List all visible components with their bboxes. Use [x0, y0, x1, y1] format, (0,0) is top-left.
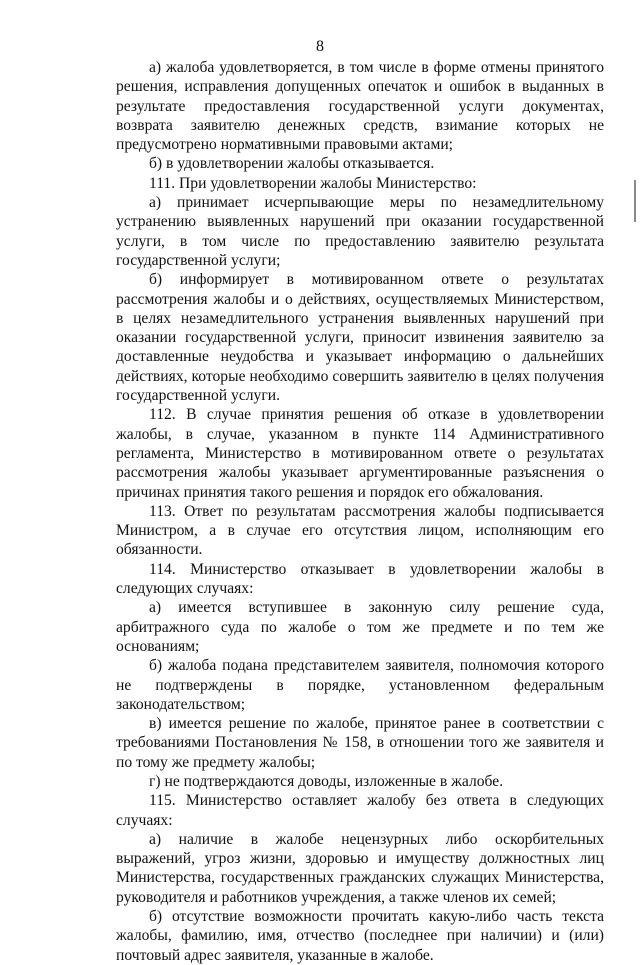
paragraph-115-a: а) наличие в жалобе нецензурных либо оскорбительных выражений, угроз жизни, здоровью и имуществу должностных лиц Министерства, государственных гражданских служащих Министерства, руководителя и работников учреждения, а также членов их семей; [116, 830, 604, 906]
paragraph-114-a: а) имеется вступившее в законную силу решение суда, арбитражного суда по жалобе о том же предмете и по тем же основаниям; [116, 599, 604, 655]
scan-edge-mark [634, 180, 636, 222]
document-body [116, 58, 604, 965]
paragraph-114-v: в) имеется решение по жалобе, принятое ранее в соответствии с требованиями Постановления № 158, в отношении того же заявителя и по тому же предмету жалобы; [116, 715, 604, 771]
paragraph-outcome-a: а) жалоба удовлетворяется, в том числе в форме отмены принятого решения, исправления допущенных опечаток и ошибок в выданных в результате предоставления государственной услуги документах, возврата заявителю денежных средств, взимание которых не предусмотрено нормативными правовыми актами; [116, 59, 604, 154]
paragraph-114: 114. Министерство отказывает в удовлетворении жалобы в следующих случаях: [116, 560, 604, 598]
paragraph-111-a: а) принимает исчерпывающие меры по незамедлительному устранению выявленных нарушений при оказании государственной услуги, в том числе по предоставлению заявителю результата государственной услуги; [116, 194, 604, 269]
paragraph-outcome-b: б) в удовлетворении жалобы отказывается. [149, 155, 435, 173]
paragraph-114-g: г) не подтверждаются доводы, изложенные в жалобе. [149, 772, 504, 790]
page-number: 8 [316, 38, 324, 55]
paragraph-114-b: б) жалоба подана представителем заявителя, полномочия которого не подтверждены в порядке, установленном федеральным законодательством; [116, 657, 604, 713]
paragraph-115-b: б) отсутствие возможности прочитать какую-либо часть текста жалобы, фамилию, имя, отчество (последнее при наличии) и (или) почтовый адрес заявителя, указанные в жалобе. [116, 908, 604, 964]
paragraph-113: 113. Ответ по результатам рассмотрения жалобы подписывается Министром, а в случае его отсутствия лицом, исполняющим его обязанности. [116, 502, 604, 559]
paragraph-115: 115. Министерство оставляет жалобу без ответа в следующих случаях: [116, 792, 604, 829]
paragraph-111: 111. При удовлетворении жалобы Министерство: [149, 174, 477, 192]
paragraph-112: 112. В случае принятия решения об отказе в удовлетворении жалобы, в случае, указанном в пункте 114 Административного регламента, Министерство в мотивированном ответе о результатах рассмотрения жалобы указывает аргументированные разъяснения о причинах принятия такого решения и порядок его обжалования. [116, 406, 604, 501]
paragraph-111-b: б) информирует в мотивированном ответе о результатах рассмотрения жалобы и о действиях, осуществляемых Министерством, в целях незамедлительного устранения выявленных нарушений при оказании государственной услуги, приносит извинения заявителю за доставленные неудобства и указывает информацию о дальнейших действиях, которые необходимо совершить заявителю в целях получения государственной услуги. [116, 271, 604, 405]
